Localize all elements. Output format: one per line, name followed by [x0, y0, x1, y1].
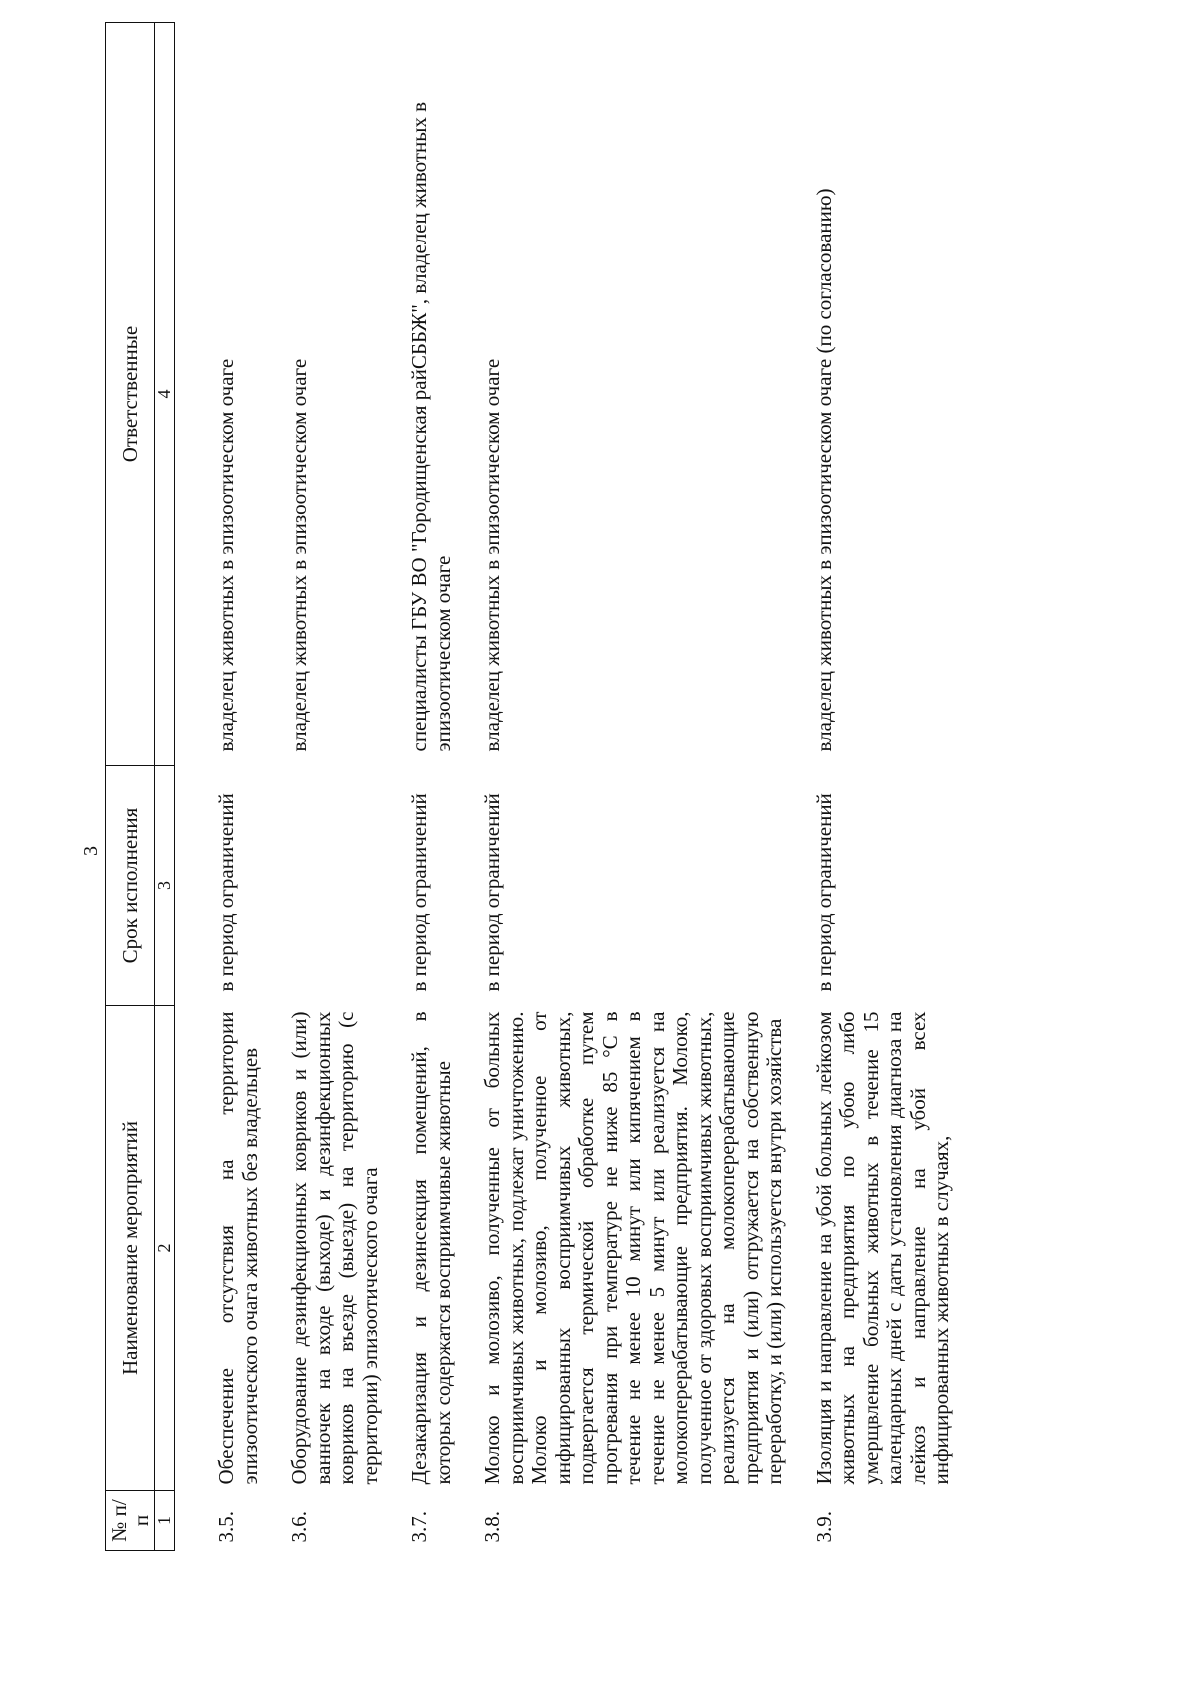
column-number-4: 4	[155, 23, 175, 766]
row-number: 3.7.	[407, 1511, 432, 1543]
row-number: 3.8.	[480, 1511, 505, 1543]
measure-name: Изоляция и направление на убой больных лейкозом животных на предприятия по убою либо умерщвление больных животных в течение 15 календарных дней с даты установления диагноза на лейкоз и направление на убой всех инфицированных животных в случаях,	[811, 1011, 954, 1485]
header-measure-name: Наименование мероприятий	[106, 1006, 155, 1491]
deadline: в период ограничений	[811, 793, 836, 992]
responsible: специалисты ГБУ ВО "Городищенская райСББЖ", владелец животных в эпизоотическом очаге	[407, 101, 455, 752]
deadline	[288, 766, 382, 1006]
page-number: 3	[80, 846, 102, 856]
responsible: владелец животных в эпизоотическом очаге (по согласованию)	[811, 188, 836, 752]
responsible: владелец животных в эпизоотическом очаге	[480, 358, 505, 752]
column-number-3: 3	[155, 766, 175, 1006]
measures-table	[105, 22, 954, 1551]
header-responsible: Ответственные	[106, 23, 155, 766]
responsible: владелец животных в эпизоотическом очаге	[287, 358, 312, 752]
table-row	[481, 23, 787, 1551]
column-number-1: 1	[155, 1491, 175, 1551]
column-number-2: 2	[155, 1006, 175, 1491]
header-deadline: Срок исполнения	[106, 766, 155, 1006]
measure-name: Обеспечение отсутствия на территории эпизоотического очага животных без владельцев	[213, 1011, 262, 1485]
deadline: в период ограничений	[480, 793, 505, 992]
row-number: 3.6.	[287, 1511, 312, 1543]
responsible: владелец животных в эпизоотическом очаге	[213, 358, 238, 752]
header-number: № п/п	[106, 1491, 155, 1551]
table-header-row	[106, 23, 155, 1551]
table-row	[408, 23, 455, 1551]
table-row	[215, 23, 262, 1551]
measure-name: Оборудование дезинфекционных ковриков и (или) ванночек на входе (выходе) и дезинфекционных ковриков на въезде (выезде) на территорию (с территории) эпизоотического очага	[287, 1011, 382, 1485]
row-number: 3.9.	[811, 1511, 836, 1543]
table-row	[288, 23, 382, 1551]
table-column-numbers-row	[155, 23, 175, 1551]
measure-name: Молоко и молозиво, полученные от больных восприимчивых животных, подлежат уничтожению. Молоко и молозиво, полученное от инфицированных восприимчивых животных, подвергается термической обработке путем прогревания при температуре не ниже 85 °С в течение не менее 10 минут или кипячением в течение не менее 5 минут или реализуется на молокоперерабатывающие предприятия. Молоко, полученное от здоровых восприимчивых животных, реализуется на молокоперерабатывающие предприятия и (или) отгружается на собственную переработку, и (или) используется внутри хозяйства	[480, 1011, 787, 1485]
deadline: в период ограничений	[213, 793, 238, 992]
table-row	[813, 23, 954, 1551]
deadline: в период ограничений	[407, 793, 432, 992]
row-number: 3.5.	[213, 1511, 238, 1543]
measure-name: Дезакаризация и дезинсекция помещений, в которых содержатся восприимчивые животные	[407, 1011, 455, 1485]
